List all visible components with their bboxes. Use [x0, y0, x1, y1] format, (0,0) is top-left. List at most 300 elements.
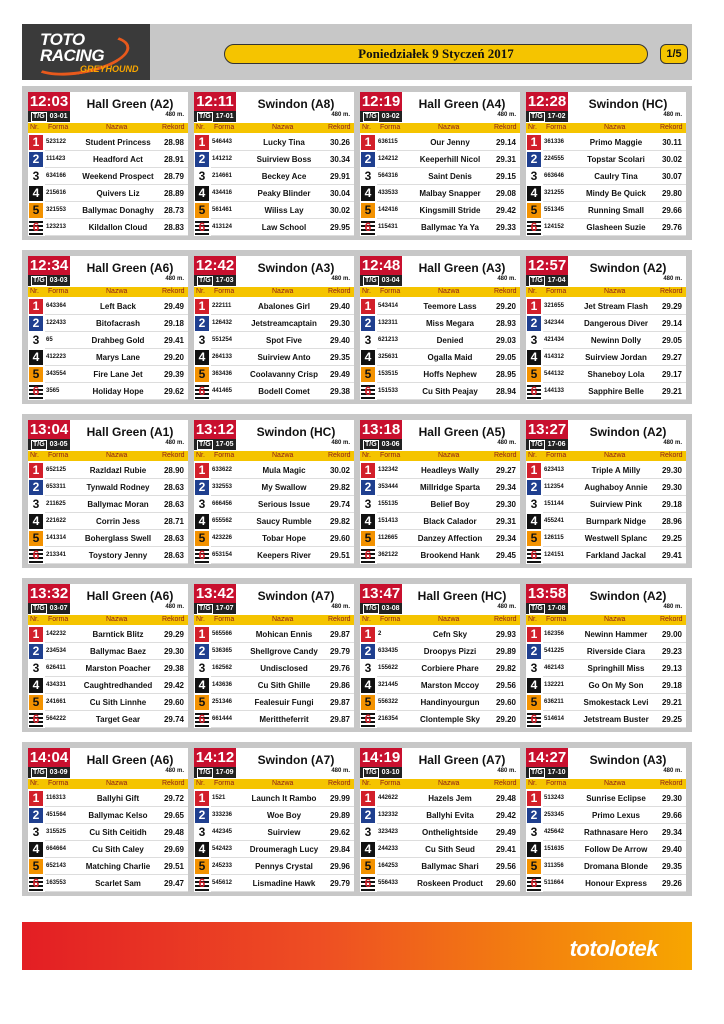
trap-5-icon: 5 — [29, 203, 43, 218]
runner-record: 29.38 — [163, 664, 185, 673]
runner-row — [526, 315, 686, 332]
runner-name: Smokestack Levi — [583, 698, 649, 707]
trap-1-icon: 1 — [29, 299, 43, 314]
runner-row — [360, 711, 520, 728]
trap-5-icon: 5 — [361, 531, 375, 546]
track-name: Swindon (A7) — [257, 589, 335, 603]
runner-record: 29.49 — [329, 370, 351, 379]
runner-form: 551254 — [212, 337, 233, 343]
race-code — [194, 603, 236, 614]
runner-form: 455241 — [544, 518, 565, 524]
runner-record: 29.45 — [495, 551, 517, 560]
trap-4-icon: 4 — [195, 678, 209, 693]
race-row — [22, 250, 692, 404]
race-code — [526, 275, 568, 286]
race-code — [28, 111, 70, 122]
runner-form: 413124 — [212, 224, 233, 230]
runner-row — [360, 479, 520, 496]
race-header — [360, 92, 520, 122]
logo-line2: RACING — [40, 46, 105, 65]
runner-record: 29.56 — [495, 862, 517, 871]
runner-record: 30.26 — [329, 138, 351, 147]
runner-record: 29.14 — [661, 319, 683, 328]
runner-record: 28.83 — [163, 223, 185, 232]
race-time-box — [526, 748, 568, 778]
race-card — [194, 420, 354, 564]
runner-form: 561461 — [212, 207, 233, 213]
trap-2-icon: 2 — [195, 316, 209, 331]
runner-record: 29.33 — [495, 223, 517, 232]
col-nazwa: Nazwa — [272, 288, 294, 295]
runner-form: 65 — [46, 337, 53, 343]
runner-row — [194, 298, 354, 315]
trap-5-icon: 5 — [29, 859, 43, 874]
tg-label: T/G — [199, 277, 211, 284]
runner-row — [526, 479, 686, 496]
runner-name: Ballymac Donaghy — [82, 206, 154, 215]
track-name: Swindon (A2) — [589, 589, 667, 603]
runner-form: 323423 — [378, 829, 399, 835]
col-nazwa: Nazwa — [438, 124, 460, 131]
runner-record: 28.63 — [163, 500, 185, 509]
runner-form: 112665 — [378, 535, 398, 541]
runner-form: 434331 — [46, 682, 67, 688]
runner-row — [360, 841, 520, 858]
trap-2-icon: 2 — [195, 152, 209, 167]
runner-name: Ballymac Moran — [87, 500, 149, 509]
runner-form: 215616 — [46, 190, 67, 196]
col-rekord: Rekord — [660, 452, 683, 459]
race-time-box — [526, 420, 568, 450]
runner-name: Weekend Prospect — [82, 172, 154, 181]
col-nazwa: Nazwa — [438, 288, 460, 295]
runner-form: 142416 — [378, 207, 399, 213]
col-forma: Forma — [214, 616, 235, 623]
race-time: 14:19 — [361, 749, 401, 766]
runner-name: Razldazl Rubie — [89, 466, 147, 475]
race-code-value: 17-04 — [547, 277, 566, 284]
runner-form: 141314 — [46, 535, 67, 541]
trap-5-icon: 5 — [195, 859, 209, 874]
table-header — [28, 779, 188, 789]
row-divider — [45, 563, 188, 564]
table-header — [194, 615, 354, 625]
col-nazwa: Nazwa — [272, 780, 294, 787]
trap-3-icon: 3 — [29, 497, 43, 512]
table-header — [28, 451, 188, 461]
runner-record: 29.34 — [661, 828, 683, 837]
race-distance: 480 m. — [165, 276, 184, 282]
runner-row — [526, 694, 686, 711]
runner-record: 29.30 — [661, 466, 683, 475]
runner-row — [28, 366, 188, 383]
runner-row — [526, 366, 686, 383]
row-divider — [377, 727, 520, 728]
runner-form: 151533 — [378, 388, 399, 394]
race-code — [28, 603, 70, 614]
col-nazwa: Nazwa — [604, 288, 626, 295]
runner-name: Running Small — [588, 206, 644, 215]
trap-5-icon: 5 — [361, 203, 375, 218]
runner-form: 143636 — [212, 682, 233, 688]
col-forma: Forma — [546, 124, 567, 131]
race-time: 13:04 — [29, 421, 69, 438]
race-code — [28, 275, 70, 286]
race-distance: 480 m. — [663, 768, 682, 774]
runner-row — [526, 677, 686, 694]
race-distance: 480 m. — [497, 112, 516, 118]
race-card — [28, 748, 188, 892]
runner-form: 222111 — [212, 303, 232, 309]
race-code — [526, 439, 568, 450]
race-code-value: 03-09 — [49, 769, 68, 776]
runner-name: Headleys Wally — [421, 466, 479, 475]
runner-name: Droumeragh Lucy — [249, 845, 319, 854]
runner-row — [194, 462, 354, 479]
table-header — [526, 123, 686, 133]
runner-name: Mindy Be Quick — [585, 189, 646, 198]
tg-label: T/G — [531, 769, 543, 776]
runner-row — [28, 694, 188, 711]
row-divider — [543, 563, 686, 564]
runner-record: 29.80 — [661, 189, 683, 198]
race-card — [194, 92, 354, 236]
runner-name: Cefn Sky — [432, 630, 468, 639]
race-time-box — [360, 92, 402, 122]
runner-record: 29.23 — [661, 647, 683, 656]
trap-3-icon: 3 — [361, 169, 375, 184]
runner-form: 333236 — [212, 812, 233, 818]
race-distance: 480 m. — [663, 604, 682, 610]
tg-label: T/G — [365, 605, 377, 612]
track-name: Swindon (A3) — [589, 753, 667, 767]
runner-record: 29.41 — [163, 336, 185, 345]
tg-label: T/G — [531, 113, 543, 120]
runner-record: 29.51 — [329, 551, 351, 560]
runner-row — [28, 547, 188, 564]
tg-label: T/G — [365, 441, 377, 448]
race-time-box — [360, 584, 402, 614]
race-code — [194, 767, 236, 778]
trap-5-icon: 5 — [29, 531, 43, 546]
trap-3-icon: 3 — [195, 333, 209, 348]
runner-row — [194, 219, 354, 236]
runner-record: 29.47 — [163, 879, 185, 888]
race-header — [526, 256, 686, 286]
runner-name: Coolavanny Crisp — [249, 370, 318, 379]
race-distance: 480 m. — [497, 440, 516, 446]
runner-form: 362122 — [378, 552, 399, 558]
runner-record: 28.96 — [661, 517, 683, 526]
runner-name: Honour Express — [585, 879, 647, 888]
col-nr: Nr. — [528, 452, 537, 459]
col-forma: Forma — [546, 288, 567, 295]
runner-name: Marston Mccoy — [420, 681, 480, 690]
runner-name: Ogalla Maid — [427, 353, 473, 362]
runner-form: 353444 — [378, 484, 399, 490]
runner-record: 29.29 — [163, 630, 185, 639]
tg-label: T/G — [531, 441, 543, 448]
col-rekord: Rekord — [494, 124, 517, 131]
runner-name: Pennys Crystal — [255, 862, 313, 871]
table-header — [360, 123, 520, 133]
runner-name: Fealesuir Fungi — [254, 698, 314, 707]
race-header — [526, 584, 686, 614]
col-nazwa: Nazwa — [272, 452, 294, 459]
runner-record: 29.21 — [661, 387, 683, 396]
runner-form: 653311 — [46, 484, 66, 490]
runner-name: Hoffs Nephew — [423, 370, 477, 379]
trap-6-icon: 6 — [195, 548, 209, 563]
race-time: 12:03 — [29, 93, 69, 110]
runner-row — [526, 332, 686, 349]
race-code — [194, 111, 236, 122]
track-name: Hall Green (A6) — [86, 589, 174, 603]
runner-record: 29.18 — [661, 681, 683, 690]
race-time-box — [194, 584, 236, 614]
tg-label: T/G — [33, 769, 45, 776]
runner-name: My Swallow — [261, 483, 307, 492]
date-label: Poniedziałek 9 Styczeń 2017 — [224, 44, 648, 64]
race-time: 13:18 — [361, 421, 401, 438]
trap-3-icon: 3 — [527, 661, 541, 676]
runner-form: 155622 — [378, 665, 399, 671]
runner-name: Undisclosed — [260, 664, 308, 673]
runner-record: 29.74 — [163, 715, 185, 724]
runner-name: Keepers River — [257, 551, 311, 560]
trap-2-icon: 2 — [195, 644, 209, 659]
runner-form: 363436 — [212, 371, 233, 377]
table-header — [526, 451, 686, 461]
col-nazwa: Nazwa — [604, 124, 626, 131]
race-header — [28, 584, 188, 614]
runner-form: 564222 — [46, 716, 67, 722]
row-divider — [543, 235, 686, 236]
runner-record: 28.63 — [163, 534, 185, 543]
race-header — [28, 92, 188, 122]
race-code-value: 03-04 — [381, 277, 400, 284]
race-code — [28, 439, 70, 450]
col-forma: Forma — [546, 452, 567, 459]
race-header — [28, 748, 188, 778]
col-forma: Forma — [380, 452, 401, 459]
runner-form: 543414 — [378, 303, 399, 309]
race-header — [194, 748, 354, 778]
runner-record: 28.73 — [163, 206, 185, 215]
runner-form: 153515 — [378, 371, 399, 377]
runner-name: Mula Magic — [262, 466, 306, 475]
trap-1-icon: 1 — [361, 299, 375, 314]
runner-form: 155135 — [378, 501, 399, 507]
race-header — [360, 256, 520, 286]
trap-4-icon: 4 — [527, 842, 541, 857]
race-row — [22, 414, 692, 568]
runner-record: 29.48 — [163, 828, 185, 837]
trap-4-icon: 4 — [29, 514, 43, 529]
track-name: Hall Green (A4) — [418, 97, 506, 111]
runner-name: Jetstream Buster — [583, 715, 649, 724]
runner-form: 245233 — [212, 863, 233, 869]
race-card — [360, 92, 520, 236]
tg-label: T/G — [365, 113, 377, 120]
runner-form: 221622 — [46, 518, 67, 524]
runner-row — [194, 694, 354, 711]
page-number: 1/5 — [660, 44, 688, 64]
race-code-value: 03-01 — [49, 113, 68, 120]
runner-form: 556433 — [378, 880, 399, 886]
runner-row — [194, 513, 354, 530]
trap-4-icon: 4 — [195, 842, 209, 857]
runner-form: 544132 — [544, 371, 565, 377]
trap-3-icon: 3 — [29, 661, 43, 676]
race-card — [526, 92, 686, 236]
col-nr: Nr. — [362, 124, 371, 131]
runner-record: 29.42 — [495, 206, 517, 215]
runner-record: 29.87 — [329, 715, 351, 724]
race-time: 13:27 — [527, 421, 567, 438]
tg-label: T/G — [199, 113, 211, 120]
col-nazwa: Nazwa — [106, 124, 128, 131]
race-time-box — [526, 256, 568, 286]
race-code-value: 03-10 — [381, 769, 400, 776]
runner-row — [28, 824, 188, 841]
runner-name: Lismadine Hawk — [252, 879, 316, 888]
runner-form: 123213 — [46, 224, 67, 230]
runner-form: 513243 — [544, 795, 565, 801]
runner-row — [28, 643, 188, 660]
runner-form: 325631 — [378, 354, 399, 360]
row-divider — [211, 399, 354, 400]
race-time: 13:47 — [361, 585, 401, 602]
tg-label: T/G — [365, 277, 377, 284]
runner-record: 29.89 — [495, 647, 517, 656]
tg-label: T/G — [531, 605, 543, 612]
runner-row — [526, 462, 686, 479]
col-nr: Nr. — [196, 780, 205, 787]
runner-row — [360, 219, 520, 236]
runner-row — [194, 677, 354, 694]
trap-3-icon: 3 — [195, 497, 209, 512]
trap-2-icon: 2 — [29, 808, 43, 823]
tg-label: T/G — [33, 277, 45, 284]
runner-record: 29.35 — [661, 862, 683, 871]
trap-3-icon: 3 — [195, 661, 209, 676]
race-header — [194, 420, 354, 450]
runner-name: Suirview Boss — [256, 155, 312, 164]
race-time-box — [28, 92, 70, 122]
runner-form: 213341 — [46, 552, 67, 558]
race-code — [194, 275, 236, 286]
runner-form: 321445 — [378, 682, 399, 688]
runner-row — [28, 790, 188, 807]
race-distance: 480 m. — [331, 276, 350, 282]
trap-2-icon: 2 — [527, 808, 541, 823]
runner-row — [194, 134, 354, 151]
trap-4-icon: 4 — [361, 350, 375, 365]
runner-row — [360, 660, 520, 677]
race-card — [526, 584, 686, 728]
col-rekord: Rekord — [328, 616, 351, 623]
runner-name: Merittheferrit — [259, 715, 309, 724]
trap-5-icon: 5 — [195, 203, 209, 218]
runner-row — [194, 875, 354, 892]
col-rekord: Rekord — [162, 616, 185, 623]
trap-5-icon: 5 — [527, 203, 541, 218]
trap-1-icon: 1 — [195, 135, 209, 150]
runner-record: 29.84 — [329, 845, 351, 854]
col-rekord: Rekord — [162, 452, 185, 459]
runner-row — [526, 298, 686, 315]
race-code-value: 17-07 — [215, 605, 234, 612]
col-nr: Nr. — [528, 616, 537, 623]
col-rekord: Rekord — [162, 124, 185, 131]
race-time-box — [360, 420, 402, 450]
race-code-value: 03-07 — [49, 605, 68, 612]
col-nr: Nr. — [196, 616, 205, 623]
race-code — [194, 439, 236, 450]
trap-3-icon: 3 — [361, 825, 375, 840]
runner-name: Newinn Dolly — [590, 336, 642, 345]
trap-4-icon: 4 — [195, 186, 209, 201]
race-code-value: 17-08 — [547, 605, 566, 612]
runner-row — [194, 626, 354, 643]
trap-4-icon: 4 — [29, 350, 43, 365]
runner-record: 29.39 — [163, 370, 185, 379]
race-card — [28, 256, 188, 400]
col-rekord: Rekord — [494, 288, 517, 295]
trap-4-icon: 4 — [527, 186, 541, 201]
runner-form: 126115 — [544, 535, 564, 541]
race-distance: 480 m. — [497, 276, 516, 282]
trap-1-icon: 1 — [527, 791, 541, 806]
runner-name: Westwell Splanc — [584, 534, 648, 543]
runner-row — [526, 841, 686, 858]
runner-name: Suirview Anto — [257, 353, 311, 362]
trap-3-icon: 3 — [527, 497, 541, 512]
col-rekord: Rekord — [328, 288, 351, 295]
runner-row — [194, 790, 354, 807]
runner-name: Saucy Rumble — [256, 517, 312, 526]
trap-5-icon: 5 — [361, 695, 375, 710]
runner-form: 442345 — [212, 829, 233, 835]
runner-name: Clontemple Sky — [419, 715, 480, 724]
runner-form: 462143 — [544, 665, 565, 671]
runner-record: 30.02 — [329, 466, 351, 475]
table-header — [28, 287, 188, 297]
col-nr: Nr. — [30, 124, 39, 131]
runner-row — [360, 790, 520, 807]
runner-name: Cu Sith Caley — [92, 845, 144, 854]
race-time: 12:28 — [527, 93, 567, 110]
runner-form: 124212 — [378, 156, 399, 162]
race-time: 13:12 — [195, 421, 235, 438]
trap-1-icon: 1 — [195, 627, 209, 642]
runner-row — [194, 858, 354, 875]
runner-record: 29.17 — [661, 370, 683, 379]
col-rekord: Rekord — [660, 780, 683, 787]
runner-row — [526, 134, 686, 151]
trap-2-icon: 2 — [527, 644, 541, 659]
trap-6-icon: 6 — [361, 876, 375, 891]
runner-name: Dromana Blonde — [583, 862, 648, 871]
runner-form: 124151 — [544, 552, 565, 558]
col-rekord: Rekord — [162, 780, 185, 787]
race-time-box — [28, 748, 70, 778]
runner-form: 634166 — [46, 173, 67, 179]
runner-record: 29.31 — [495, 517, 517, 526]
runner-row — [526, 383, 686, 400]
trap-3-icon: 3 — [527, 825, 541, 840]
